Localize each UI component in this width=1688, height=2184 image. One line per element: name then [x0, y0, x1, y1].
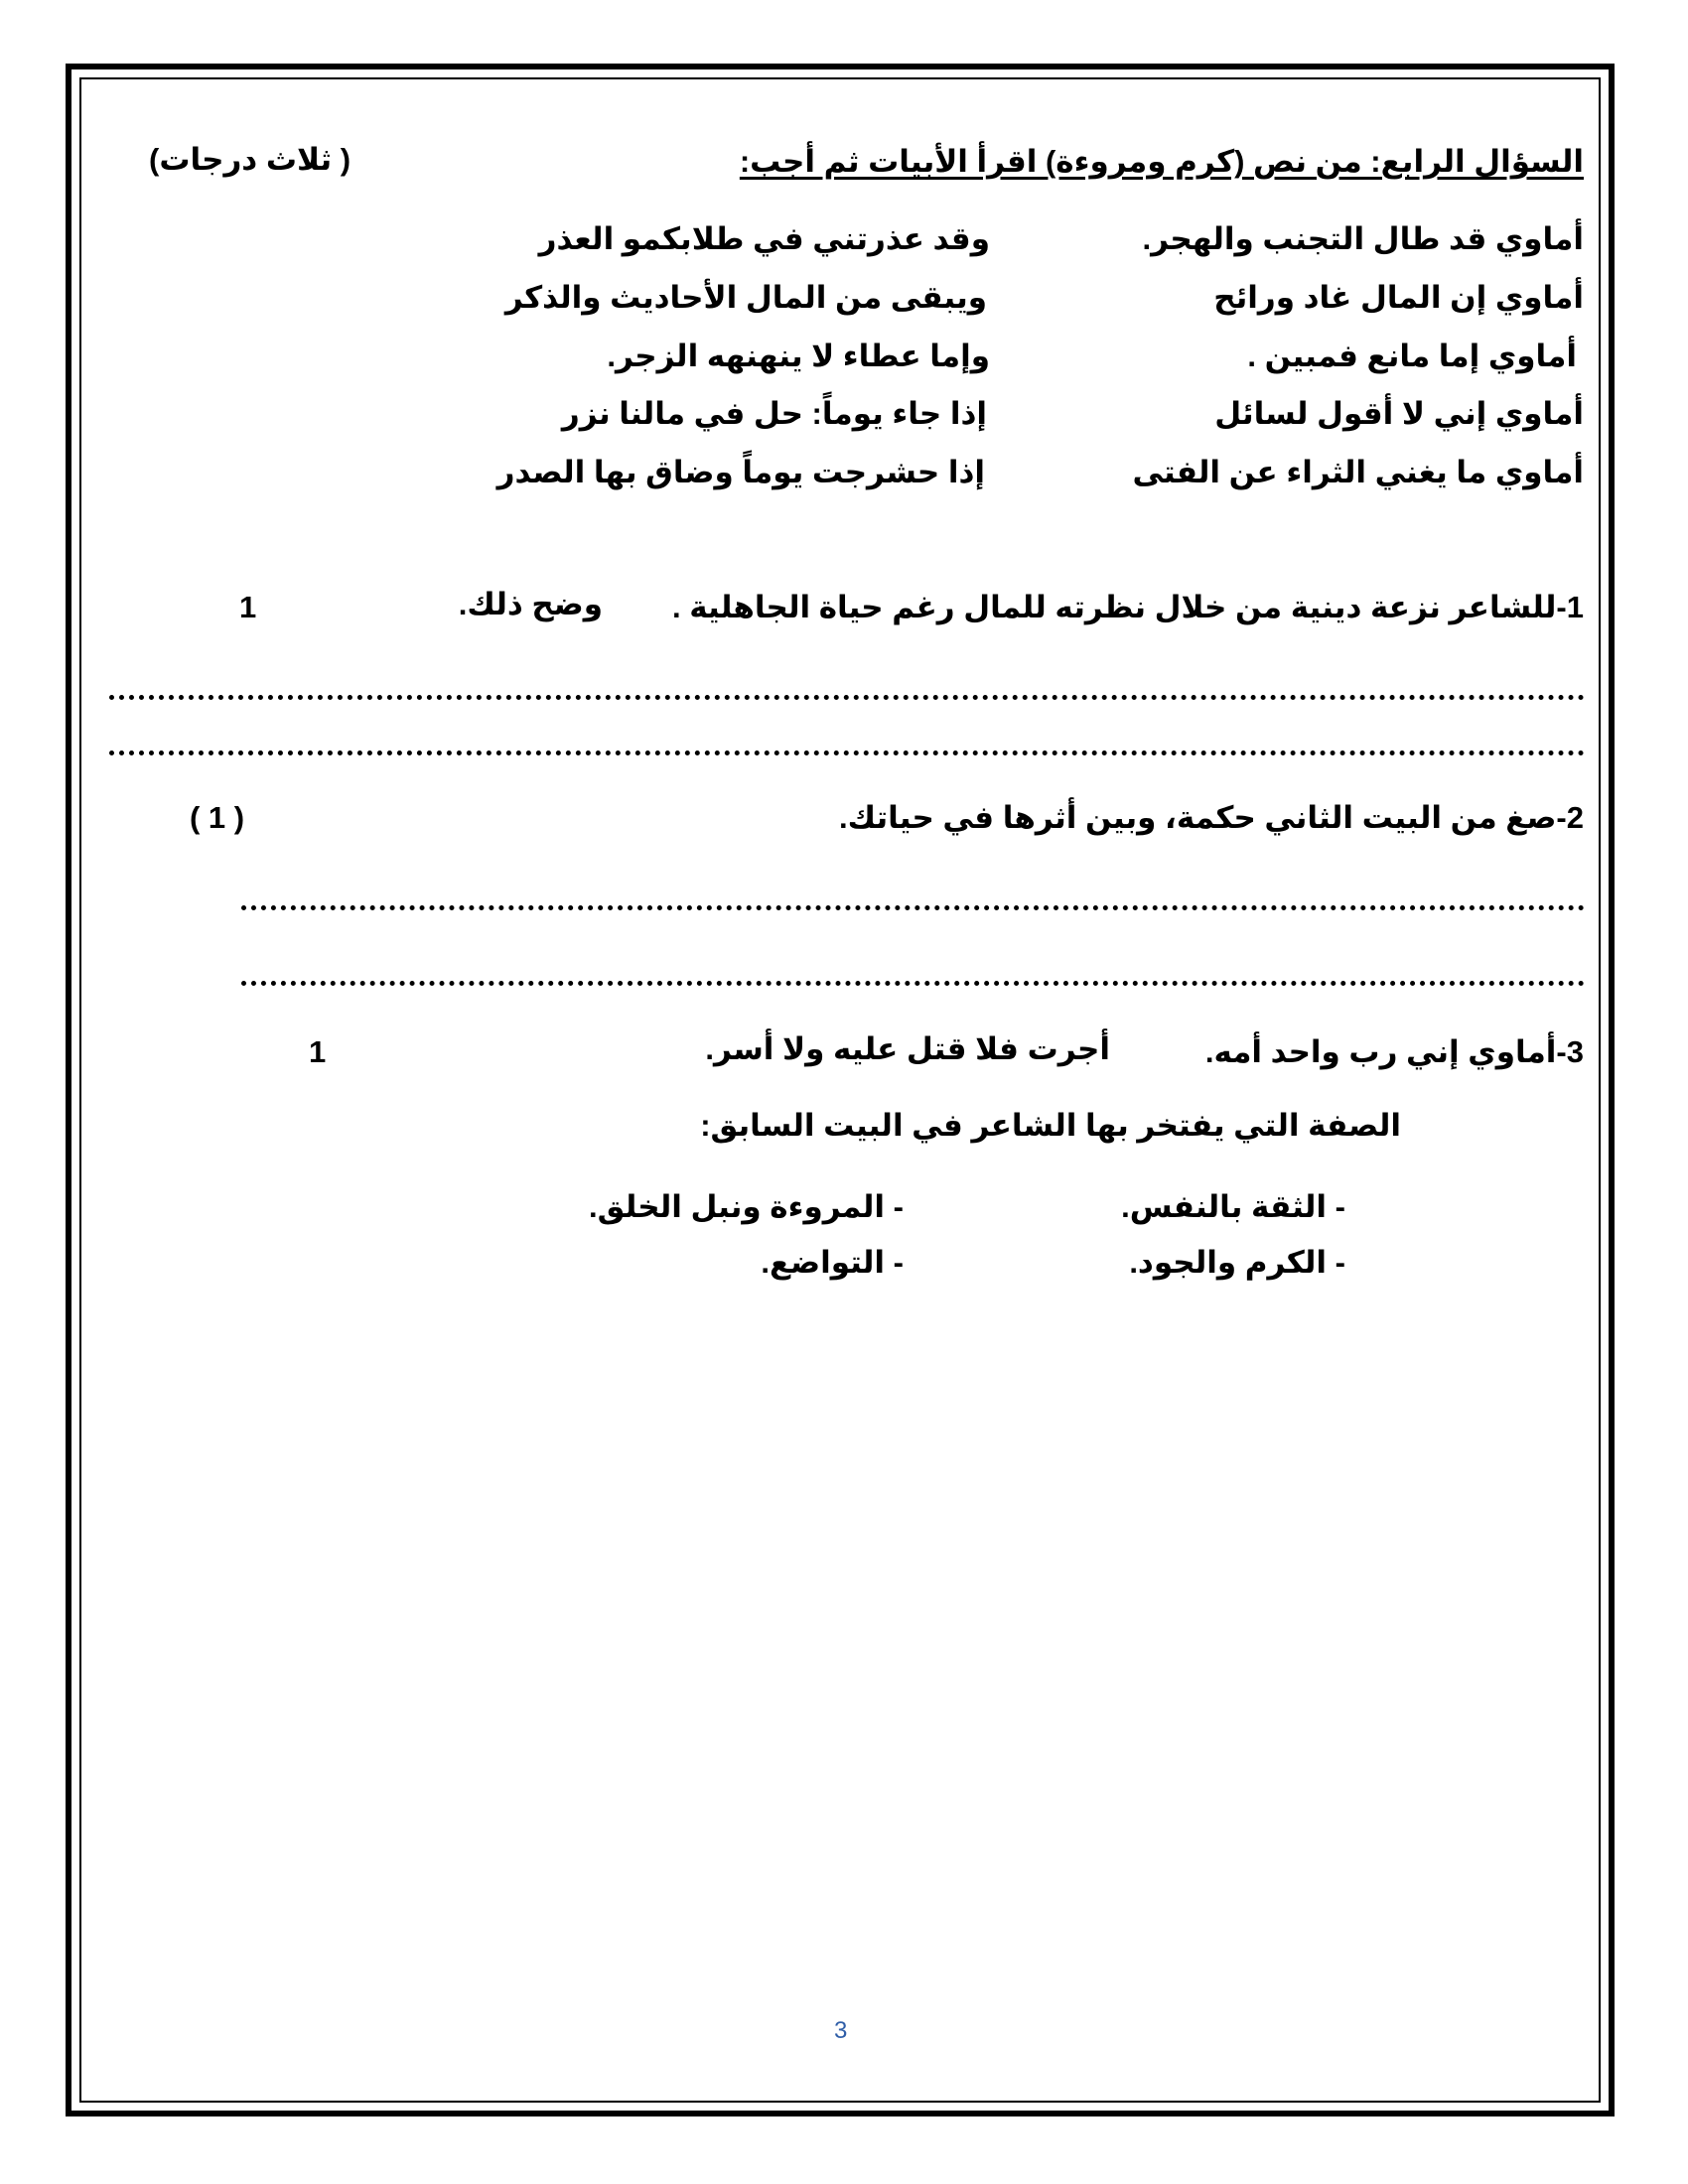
page-number: 3	[834, 2017, 848, 2044]
poem-line-3-second: وإما عطاء لا ينهنهه الزجر.	[607, 339, 990, 373]
q1-instruction: وضح ذلك.	[458, 587, 603, 621]
q3-score: 1	[309, 1034, 327, 1069]
poem-line-5-second: إذا حشرجت يوماً وضاق بها الصدر	[496, 455, 985, 489]
answer-line-1[interactable]	[109, 695, 1585, 700]
q2-text: 2-صغ من البيت الثاني حكمة، وبين أثرها في حياتك.	[839, 800, 1584, 835]
q1-text: 1-للشاعر نزعة دينية من خلال نظرته للمال رغم حياة الجاهلية .	[672, 590, 1584, 624]
answer-line-2[interactable]	[109, 751, 1585, 755]
poem-line-4-second: إذا جاء يوماً: حل في مالنا نزر	[561, 396, 987, 431]
question-title: السؤال الرابع: من نص (كرم ومروءة) اقرأ الأبيات ثم أجب:	[739, 144, 1584, 179]
q1-score: 1	[239, 590, 257, 624]
q3-prompt: الصفة التي يفتخر بها الشاعر في البيت السابق:	[700, 1108, 1401, 1143]
q3-option-1[interactable]: - الثقة بالنفس.	[1121, 1189, 1345, 1224]
answer-line-3[interactable]	[241, 905, 1585, 910]
poem-line-2-second: ويبقى من المال الأحاديث والذكر	[504, 280, 987, 315]
poem-line-4-first: أماوي إني لا أقول لسائل	[1214, 396, 1584, 431]
q3-option-3[interactable]: - الكرم والجود.	[1129, 1245, 1345, 1280]
answer-line-4[interactable]	[241, 981, 1585, 986]
page-border-inner	[79, 77, 1601, 2103]
q2-score: ( 1 )	[190, 800, 245, 835]
poem-line-1-second: وقد عذرتني في طلابكمو العذر	[538, 221, 990, 256]
poem-line-3-first: أماوي إما مانع فمبين .	[1247, 339, 1577, 373]
poem-line-1-first: أماوي قد طال التجنب والهجر.	[1142, 221, 1584, 256]
q3-verse-second: أجرت فلا قتل عليه ولا أسر.	[705, 1031, 1110, 1066]
q3-verse-first: 3-أماوي إني رب واحد أمه.	[1204, 1034, 1584, 1069]
q3-option-4[interactable]: - التواضع.	[761, 1245, 904, 1280]
poem-line-2-first: أماوي إن المال غاد ورائح	[1213, 280, 1584, 315]
q3-option-2[interactable]: - المروءة ونبل الخلق.	[589, 1189, 904, 1224]
points-label: ( ثلاث درجات)	[149, 142, 352, 177]
poem-line-5-first: أماوي ما يغني الثراء عن الفتى	[1132, 455, 1584, 489]
